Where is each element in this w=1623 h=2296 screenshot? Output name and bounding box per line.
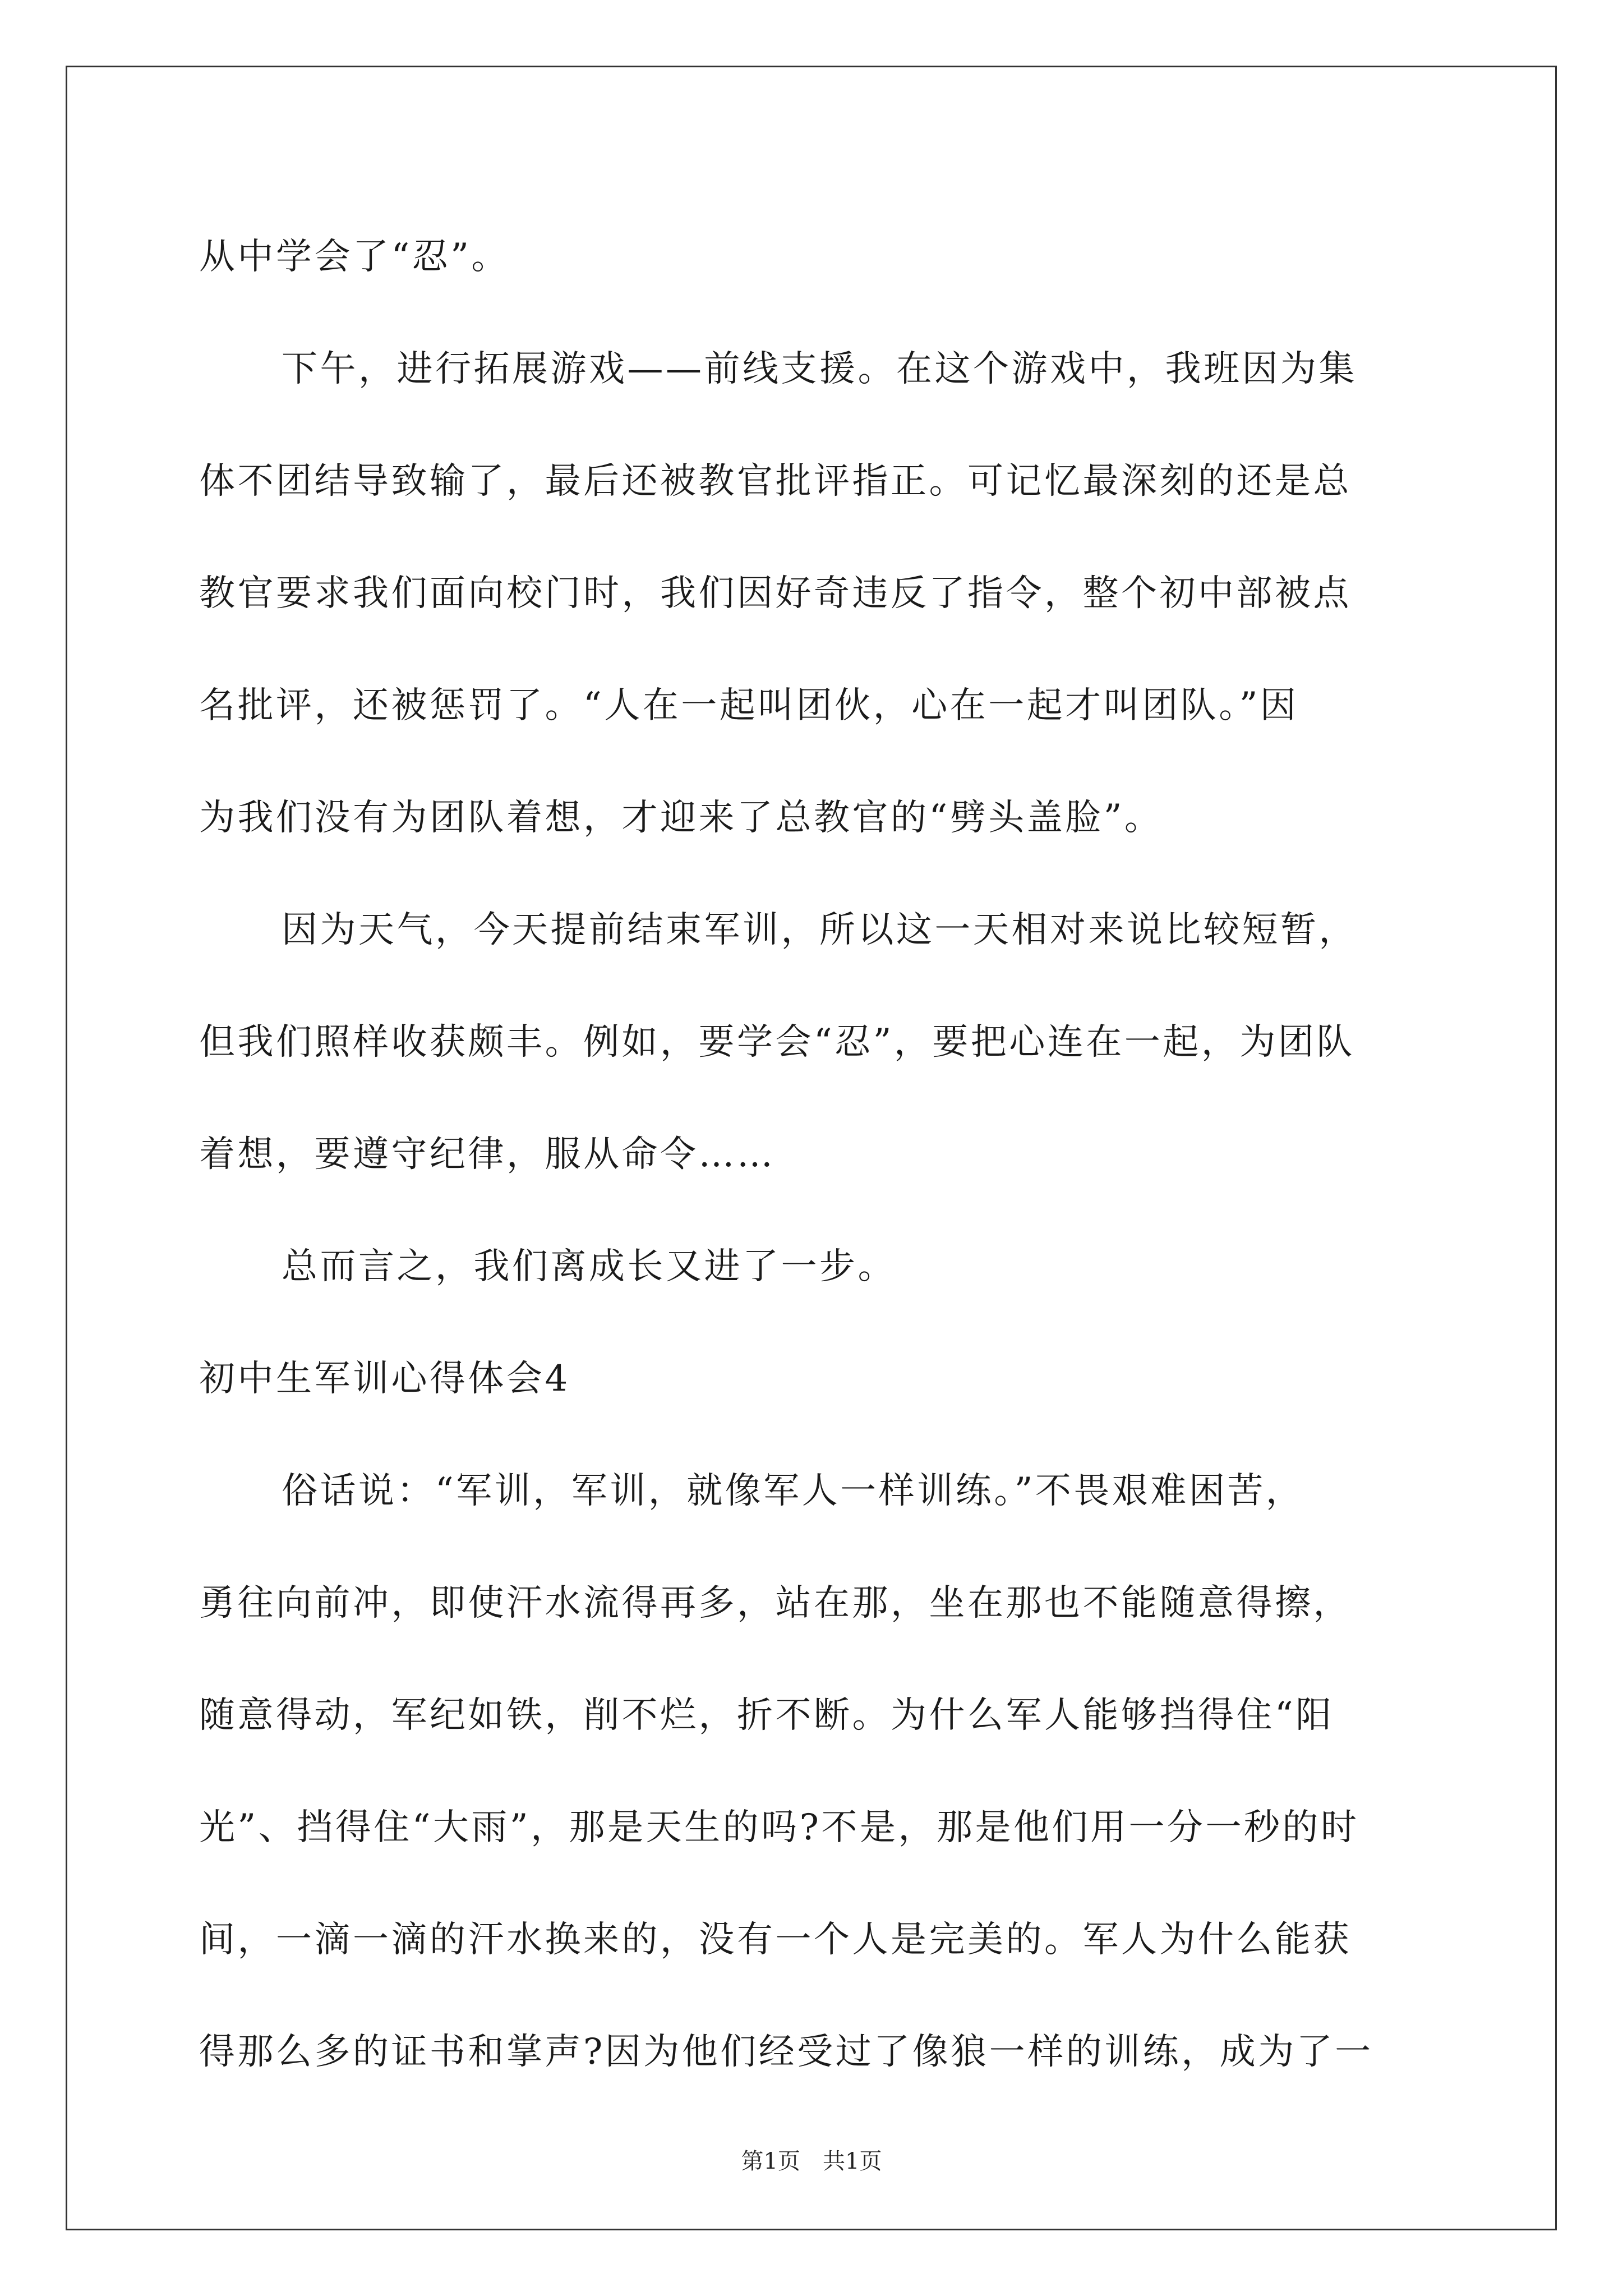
section-heading: 初中生军训心得体会4	[199, 1358, 570, 1400]
text-line: 着想，要遵守纪律，服从命令……	[199, 1134, 776, 1175]
text-line: 名批评，还被惩罚了。“人在一起叫团伙，心在一起才叫团队。”因	[199, 685, 1299, 726]
text-line: 为我们没有为团队着想，才迎来了总教官的“劈头盖脸”。	[199, 797, 1163, 839]
text-line: 教官要求我们面向校门时，我们因好奇违反了指令，整个初中部被点	[199, 573, 1352, 614]
text-line: 体不团结导致输了，最后还被教官批评指正。可记忆最深刻的还是总	[199, 461, 1352, 502]
document-body	[199, 201, 1431, 2108]
text-line: 间，一滴一滴的汗水换来的，没有一个人是完美的。军人为什么能获	[199, 1919, 1352, 1961]
text-line: 光”、挡得住“大雨”，那是天生的吗?不是，那是他们用一分一秒的时	[199, 1807, 1359, 1848]
paragraph-start-line: 因为天气，今天提前结束军训，所以这一天相对来说比较短暂，	[282, 909, 1357, 951]
text-line: 从中学会了“忍”。	[199, 236, 510, 278]
text-line: 勇往向前冲，即使汗水流得再多，站在那，坐在那也不能随意得擦，	[199, 1582, 1352, 1624]
text-line: 随意得动，军纪如铁，削不烂，折不断。为什么军人能够挡得住“阳	[199, 1695, 1334, 1736]
paragraph-start-line: 俗话说：“军训，军训，就像军人一样训练。”不畏艰难困苦，	[282, 1470, 1304, 1512]
text-line: 但我们照样收获颇丰。例如，要学会“忍”，要把心连在一起，为团队	[199, 1022, 1355, 1063]
text-line: 得那么多的证书和掌声?因为他们经受过了像狼一样的训练，成为了一	[199, 2031, 1373, 2073]
paragraph-start-line: 总而言之，我们离成长又进了一步。	[282, 1246, 896, 1287]
page-number-footer: 第1页 共1页	[741, 2148, 882, 2174]
paragraph-start-line: 下午，进行拓展游戏——前线支援。在这个游戏中，我班因为集	[282, 348, 1357, 390]
